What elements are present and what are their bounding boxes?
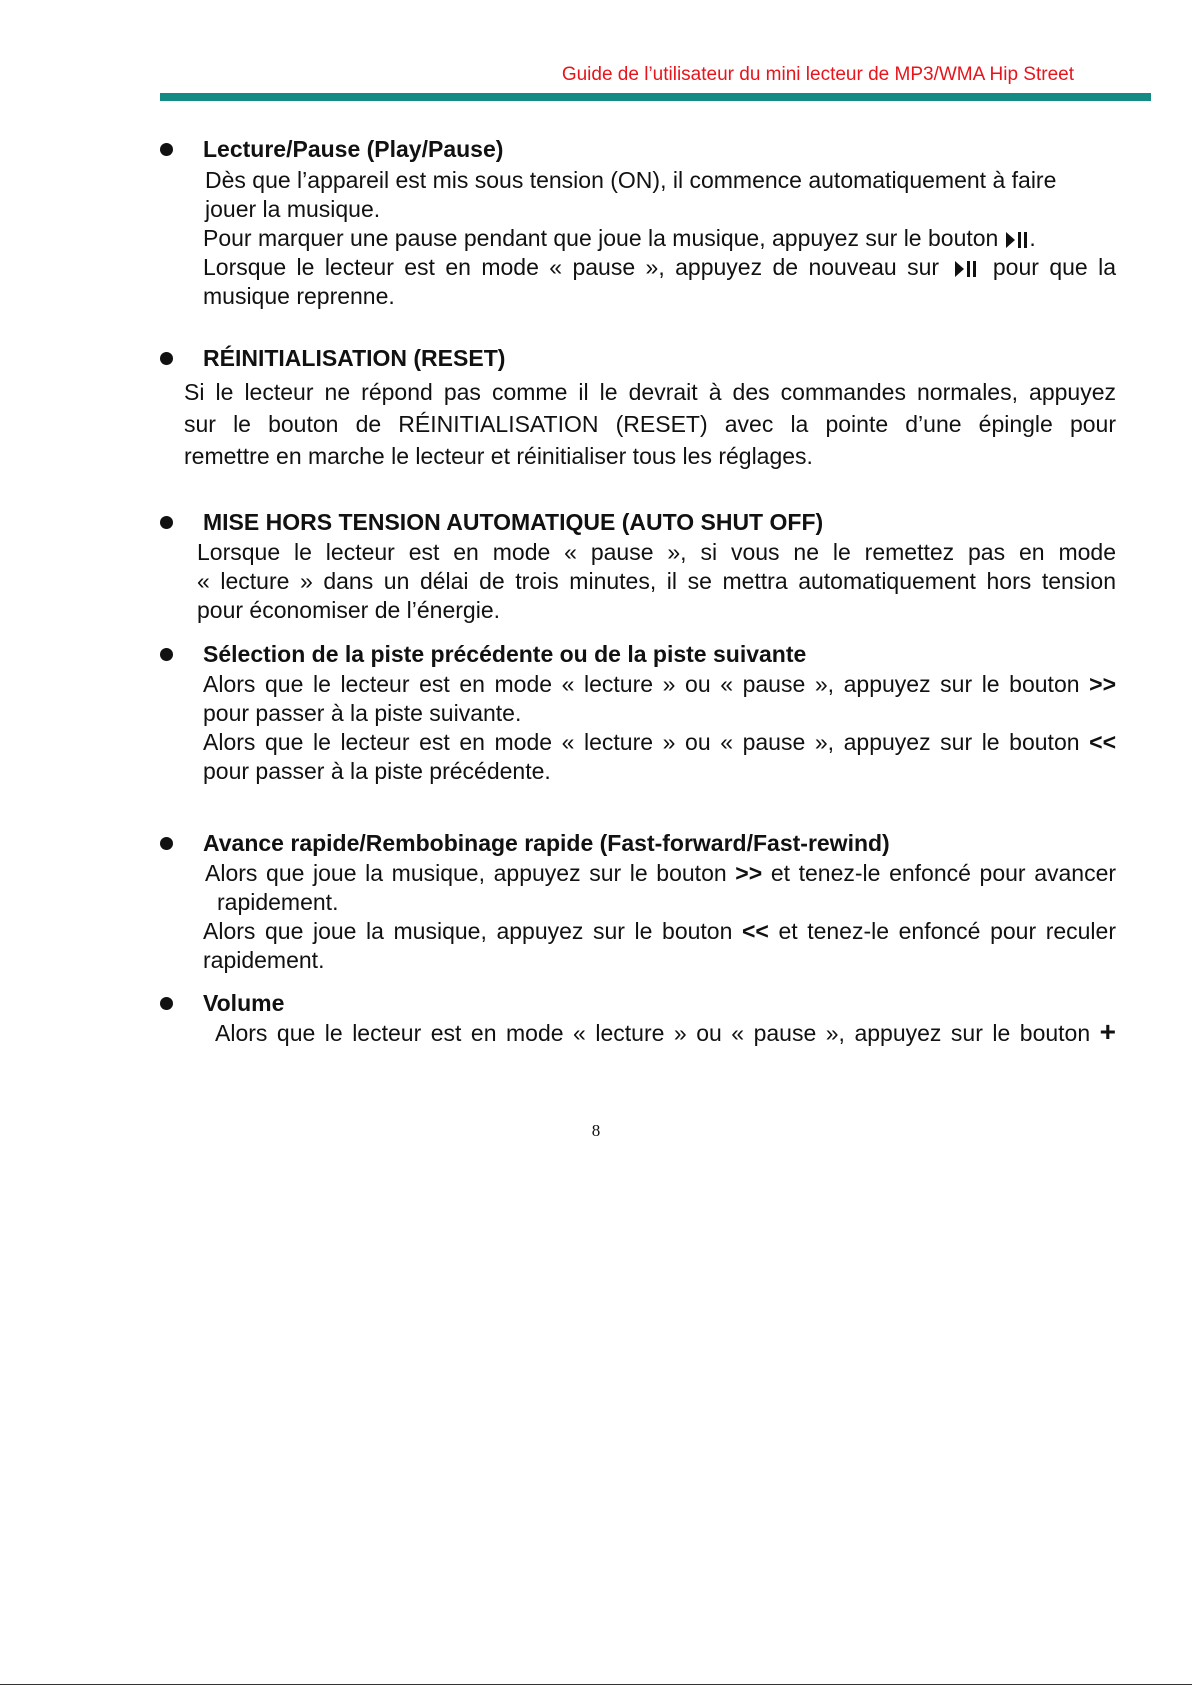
text-line: pour économiser de l’énergie. [197, 597, 501, 623]
text-line: musique reprenne. [203, 283, 395, 309]
text-line: Dès que l’appareil est mis sous tension (ON), il commence automatiquement à faire [205, 167, 1057, 193]
text-span: Alors que joue la musique, appuyez sur le bouton [205, 860, 727, 886]
fast-rewind-icon: << [741, 918, 769, 944]
text-line [203, 917, 1116, 946]
bullet-icon [160, 837, 173, 850]
section-body [203, 224, 1116, 311]
text-span: et tenez-le enfoncé pour reculer [778, 918, 1116, 944]
bullet-icon [160, 516, 173, 529]
text-line: « lecture » dans un délai de trois minutes, il se mettra automatiquement hors tension [197, 568, 1116, 594]
plus-icon: + [1099, 1016, 1117, 1047]
text-line [203, 253, 1116, 282]
text-line: Lorsque le lecteur est en mode « pause », si vous ne le remettez pas en mode [197, 539, 1116, 565]
text-span: Lorsque le lecteur est en mode « pause », appuyez de nouveau sur [203, 254, 940, 280]
text-span: Pour marquer une pause pendant que joue la musique, appuyez sur le bouton [203, 225, 999, 251]
section-body [203, 670, 1116, 786]
bullet-icon [160, 648, 173, 661]
section-body [205, 166, 1116, 224]
bullet-icon [160, 997, 173, 1010]
text-span: . [1029, 225, 1036, 251]
fast-forward-icon: >> [735, 860, 763, 886]
text-span: pour que la [992, 254, 1117, 280]
header-rule [160, 93, 1151, 101]
text-line [203, 224, 1116, 253]
text-span: Alors que le lecteur est en mode « lecture » ou « pause », appuyez sur le bouton [215, 1020, 1091, 1046]
section-title: Sélection de la piste précédente ou de la piste suivante [203, 641, 807, 667]
section-title: RÉINITIALISATION (RESET) [203, 345, 506, 371]
text-line: pour passer à la piste précédente. [203, 758, 551, 784]
section-body [203, 917, 1116, 975]
section-body [184, 376, 1116, 472]
previous-track-icon: << [1089, 729, 1117, 755]
text-span: Alors que joue la musique, appuyez sur le bouton [203, 918, 733, 944]
text-line: Si le lecteur ne répond pas comme il le devrait à des commandes normales, appuyez [184, 379, 1116, 405]
section-title: MISE HORS TENSION AUTOMATIQUE (AUTO SHUT OFF) [203, 509, 824, 535]
text-span: Alors que le lecteur est en mode « lecture » ou « pause », appuyez sur le bouton [203, 729, 1080, 755]
text-line: pour passer à la piste suivante. [203, 700, 522, 726]
text-line: rapidement. [203, 947, 325, 973]
text-line: sur le bouton de RÉINITIALISATION (RESET) avec la pointe d’une épingle pour [184, 411, 1116, 437]
play-pause-icon [955, 261, 976, 277]
text-line: rapidement. [217, 889, 339, 915]
header-title: Guide de l’utilisateur du mini lecteur de MP3/WMA Hip Street [561, 64, 1074, 85]
text-line [215, 1016, 1117, 1048]
play-pause-icon [1006, 232, 1027, 248]
text-line: remettre en marche le lecteur et réinitialiser tous les réglages. [184, 443, 813, 469]
section-body [205, 859, 1116, 917]
text-line [203, 670, 1116, 699]
text-span: Alors que le lecteur est en mode « lecture » ou « pause », appuyez sur le bouton [203, 671, 1080, 697]
text-line [203, 728, 1116, 757]
section-title: Avance rapide/Rembobinage rapide (Fast-forward/Fast-rewind) [203, 830, 890, 856]
next-track-icon: >> [1089, 671, 1117, 697]
section-body [215, 1016, 1117, 1048]
section-title: Lecture/Pause (Play/Pause) [203, 136, 504, 162]
bullet-icon [160, 352, 173, 365]
page-number: 8 [591, 1121, 601, 1140]
text-line: jouer la musique. [205, 196, 381, 222]
text-line [205, 859, 1116, 888]
text-span: et tenez-le enfoncé pour avancer [770, 860, 1117, 886]
section-body [197, 538, 1116, 625]
bullet-icon [160, 143, 173, 156]
section-title: Volume [203, 990, 285, 1016]
